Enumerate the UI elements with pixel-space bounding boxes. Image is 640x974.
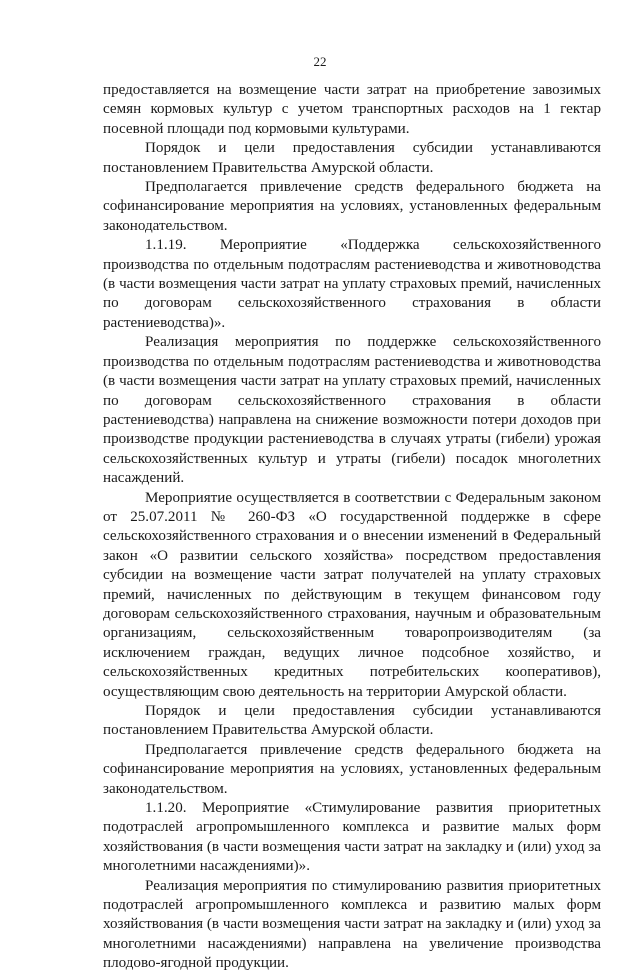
paragraph-implementation: Реализация мероприятия по поддержке сельскохозяйственного производства по отдельным подотраслям растениеводства и животноводства (в части возмещения части затрат на уплату страховых премий, начисленных по договорам сельскохозяйственного страхования в области растениеводства) направлена на снижение возможности потери доходов при производстве продукции растениеводства в случаях утраты (гибели) урожая сельскохозяйственных культур и утраты (гибели) посадок многолетних насаждений. (103, 334, 601, 487)
paragraph-procedure: Порядок и цели предоставления субсидии устанавливаются постановлением Правительства Амурской области. (103, 140, 601, 176)
paragraph-procedure: Порядок и цели предоставления субсидии устанавливаются постановлением Правительства Амурской области. (103, 703, 601, 739)
paragraph-federal-funding: Предполагается привлечение средств федерального бюджета на софинансирование мероприятия на условиях, установленных федеральным законодательством. (103, 741, 601, 797)
paragraph-legal-basis: Мероприятие осуществляется в соответствии с Федеральным законом от 25.07.2011 № 260-ФЗ «О государственной поддержке в сфере сельскохозяйственного страхования и о внесении изменений в Федеральный закон «О развитии сельского хозяйства» посредством предоставления субсидии на возмещение части затрат получателей на уплату страховых премий, начисленных по действующим в текущем финансовом году договорам сельскохозяйственного страхования, научным и образовательным организациям, сельскохозяйственным товаропроизводителям (за исключением граждан, ведущих личное подсобное хозяйство, и сельскохозяйственных кредитных потребительских кооперативов), осуществляющим свою деятельность на территории Амурской области. (103, 489, 601, 700)
paragraph-federal-funding: Предполагается привлечение средств федерального бюджета на софинансирование мероприятия на условиях, установленных федеральным законодательством. (103, 179, 601, 234)
paragraph-measure-1-1-19: 1.1.19. Мероприятие «Поддержка сельскохозяйственного производства по отдельным подотраслям растениеводства и животноводства (в части возмещения части затрат на уплату страховых премий, начисленных по договорам сельскохозяйственного страхования в области растениеводства)». (103, 237, 601, 331)
paragraph-measure-1-1-20: 1.1.20. Мероприятие «Стимулирование развития приоритетных подотраслей агропромышленного комплекса и развитие малых форм хозяйствования (в части возмещения части затрат на закладку и (или) уход за многолетними насаждениями)». (103, 800, 601, 875)
document-body (103, 81, 601, 974)
page-number: 22 (313, 54, 327, 69)
paragraph-implementation: Реализация мероприятия по стимулированию развития приоритетных подотраслей агропромышленного комплекса и развитию малых форм хозяйствования (в части возмещения части затрат на закладку и (или) уход за многолетними насаждениями) направлена на увеличение производства плодово-ягодной продукции. (103, 877, 601, 972)
paragraph-continuation: предоставляется на возмещение части затрат на приобретение завозимых семян кормовых культур с учетом транспортных расходов на 1 гектар посевной площади под кормовыми культурами. (103, 82, 601, 137)
